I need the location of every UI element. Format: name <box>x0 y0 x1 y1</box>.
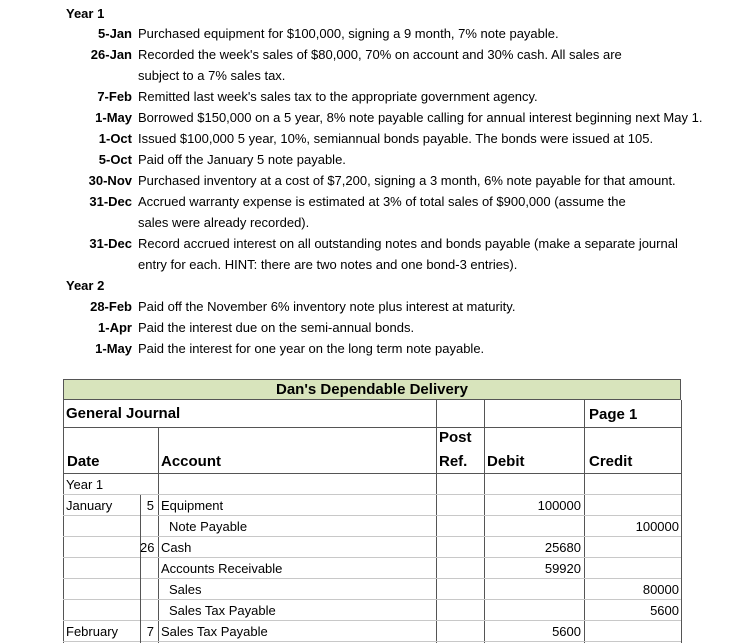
event-text: Issued $100,000 5 year, 10%, semiannual bonds payable. The bonds were issued at 105. <box>138 131 654 146</box>
event-date: 31-Dec <box>89 194 132 209</box>
grid-line-row <box>63 599 681 600</box>
cell-day: 5 <box>146 498 154 513</box>
event-date: 26-Jan <box>90 47 132 62</box>
event-text: Borrowed $150,000 on a 5 year, 8% note payable calling for annual interest beginning next May 1. <box>138 110 703 125</box>
event-text: Purchased equipment for $100,000, signing a 9 month, 7% note payable. <box>138 26 559 41</box>
event-text-continued: sales were already recorded). <box>138 215 310 230</box>
grid-line-left <box>63 400 64 643</box>
event-text-continued: subject to a 7% sales tax. <box>138 68 286 83</box>
grid-line-row <box>63 536 681 537</box>
cell-day: 26 <box>140 540 155 555</box>
event-date: 1-Apr <box>98 320 132 335</box>
event-date: 5-Jan <box>98 26 132 41</box>
cell-account: Cash <box>161 540 192 555</box>
event-date: 30-Nov <box>88 173 132 188</box>
event-line <box>90 299 516 314</box>
header-credit: Credit <box>589 453 633 470</box>
grid-line-col-account <box>158 427 159 643</box>
event-text: Paid off the January 5 note payable. <box>138 152 346 167</box>
event-text: Paid the interest for one year on the long term note payable. <box>138 341 485 356</box>
grid-line-row <box>63 494 681 495</box>
cell-account: Note Payable <box>169 519 248 534</box>
event-text: Purchased inventory at a cost of $7,200, signing a 3 month, 6% note payable for that amount. <box>138 173 676 188</box>
cell-debit: 25680 <box>544 540 581 555</box>
event-line <box>95 341 485 356</box>
header-post: Post <box>439 429 472 446</box>
event-date: 28-Feb <box>90 299 132 314</box>
event-text: Recorded the week's sales of $80,000, 70% on account and 30% cash. All sales are <box>138 47 622 62</box>
cell-month: January <box>66 498 113 513</box>
cell-month: February <box>66 624 119 639</box>
grid-line-right <box>681 400 682 643</box>
header-date: Date <box>67 453 100 470</box>
grid-line-hdr-bottom <box>63 473 681 474</box>
year2-label: Year 2 <box>66 278 105 293</box>
event-text: Remitted last week's sales tax to the appropriate government agency. <box>138 89 538 104</box>
event-date: 5-Oct <box>98 152 132 167</box>
event-line <box>98 26 559 41</box>
cell-account: Sales <box>169 582 202 597</box>
event-line <box>98 152 346 167</box>
cell-account: Sales Tax Payable <box>169 603 276 618</box>
header-debit: Debit <box>487 453 525 470</box>
cell-month: Year 1 <box>66 477 104 492</box>
event-text: Record accrued interest on all outstanding notes and bonds payable (make a separate journal <box>138 236 678 251</box>
cell-account: Equipment <box>161 498 224 513</box>
event-line <box>97 89 538 104</box>
cell-account: Sales Tax Payable <box>161 624 268 639</box>
year1-label: Year 1 <box>66 6 105 21</box>
event-date: 7-Feb <box>97 89 132 104</box>
grid-line-col-debit <box>484 400 485 643</box>
event-date: 1-May <box>95 341 132 356</box>
event-line <box>95 110 703 125</box>
grid-line-hdr-top <box>63 427 681 428</box>
grid-line-row <box>63 578 681 579</box>
cell-credit: 5600 <box>650 603 679 618</box>
event-line <box>90 47 622 62</box>
event-line <box>98 131 654 146</box>
company-name: Dan's Dependable Delivery <box>276 381 468 398</box>
event-line <box>89 236 678 251</box>
grid-line-row <box>63 557 681 558</box>
grid-line-col-credit <box>584 400 585 643</box>
grid-line-row <box>63 620 681 621</box>
grid-line-row <box>63 641 681 642</box>
cell-debit: 100000 <box>537 498 581 513</box>
event-text: Paid the interest due on the semi-annual bonds. <box>138 320 415 335</box>
grid-line-col-post <box>436 400 437 643</box>
cell-debit: 59920 <box>544 561 581 576</box>
event-text-continued: entry for each. HINT: there are two notes and one bond-3 entries). <box>138 257 518 272</box>
event-date: 1-Oct <box>98 131 132 146</box>
event-text: Paid off the November 6% inventory note plus interest at maturity. <box>138 299 516 314</box>
header-ref: Ref. <box>439 453 468 470</box>
grid-line-col-day <box>140 495 141 643</box>
page-label: Page 1 <box>589 406 638 423</box>
cell-debit: 5600 <box>552 624 581 639</box>
cell-credit: 100000 <box>635 519 679 534</box>
cell-day: 7 <box>146 624 154 639</box>
cell-account: Accounts Receivable <box>161 561 283 576</box>
event-date: 31-Dec <box>89 236 132 251</box>
event-line <box>88 173 676 188</box>
event-line <box>98 320 415 335</box>
cell-credit: 80000 <box>642 582 679 597</box>
grid-line-row <box>63 515 681 516</box>
event-date: 1-May <box>95 110 132 125</box>
header-account: Account <box>161 453 221 470</box>
event-text: Accrued warranty expense is estimated at 3% of total sales of $900,000 (assume the <box>138 194 626 209</box>
journal-title: General Journal <box>66 405 181 422</box>
event-line <box>89 194 626 209</box>
